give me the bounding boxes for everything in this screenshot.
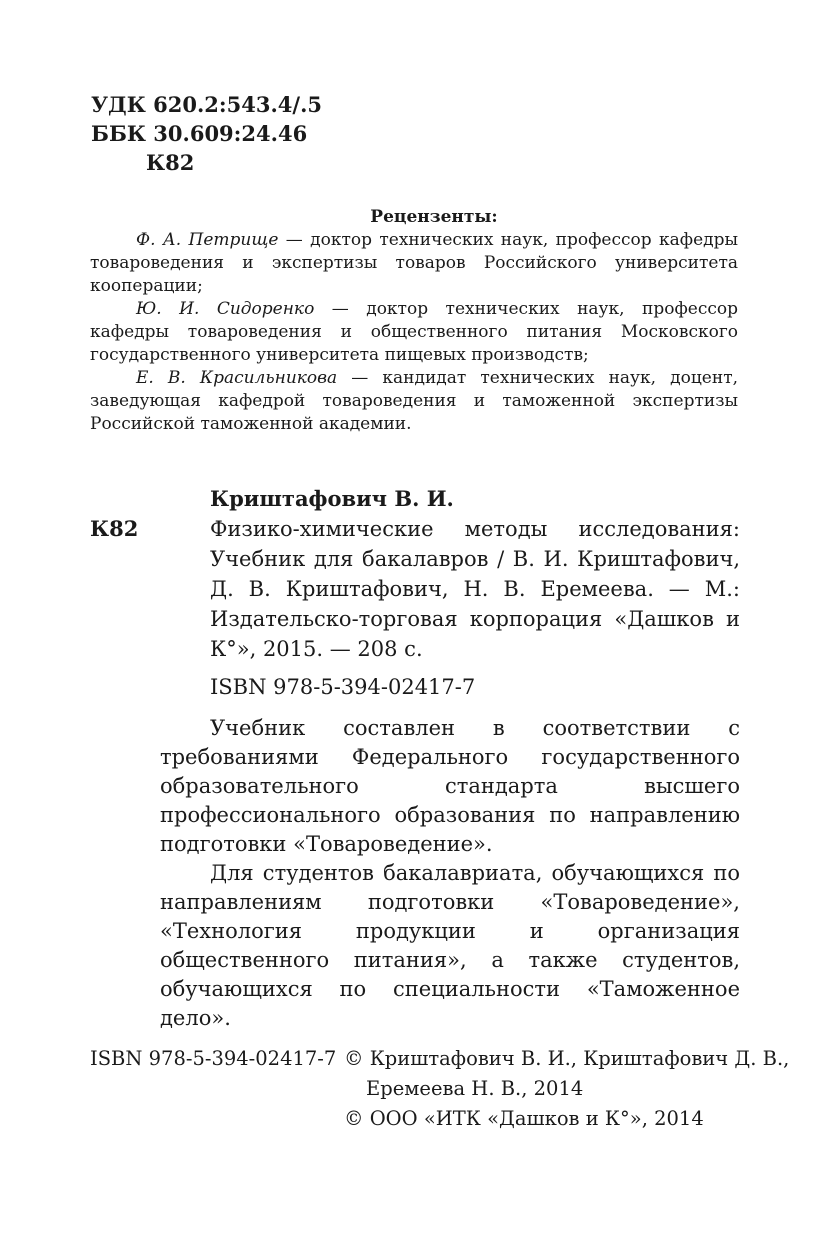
reviewer-description: — доктор технических наук, профессор кафедры товароведения и общественного питания Московского государственного университета пищевых производств; xyxy=(90,299,738,365)
copyright-publisher: © ООО «ИТК «Дашков и К°», 2014 xyxy=(344,1107,704,1130)
annotation xyxy=(160,714,740,1033)
copyright-footer xyxy=(90,1044,790,1134)
bbk-code: ББК 30.609:24.46 xyxy=(91,121,308,146)
annotation-paragraph: Учебник составлен в соответствии с требованиями Федерального государственного образовательного стандарта высшего профессионального образования по направлению подготовки «Товароведение». xyxy=(160,716,740,856)
copyright-authors-cont: Еремеева Н. В., 2014 xyxy=(366,1077,584,1100)
record-isbn: ISBN 978-5-394-02417-7 xyxy=(210,675,476,699)
bibliographic-record xyxy=(90,484,740,1033)
annotation-paragraph: Для студентов бакалавриата, обучающихся по направлениям подготовки «Товароведение», «Технология продукции и организация общественного питания», а также студентов, обучающихся по специальности «Таможенное дело». xyxy=(160,861,740,1030)
record-row xyxy=(90,514,740,664)
reviewer-entry xyxy=(90,229,738,298)
footer-isbn: ISBN 978-5-394-02417-7 xyxy=(90,1047,337,1070)
reviewer-description: — кандидат технических наук, доцент, заведующая кафедрой товароведения и таможенной экспертизы Российской таможенной академии. xyxy=(90,368,738,434)
reviewer-entry xyxy=(90,367,738,436)
reviewer-name: Ю. И. Сидоренко xyxy=(136,299,315,319)
classification-block xyxy=(91,90,322,177)
reviewer-entry xyxy=(90,298,738,367)
reviewer-description: — доктор технических наук, профессор кафедры товароведения и экспертизы товаров Российского университета кооперации; xyxy=(90,230,739,296)
reviewer-name: Ф. А. Петрище xyxy=(136,230,279,250)
author-mark: К82 xyxy=(146,150,195,175)
reviewers-heading: Рецензенты: xyxy=(370,207,498,227)
reviewers-block xyxy=(90,206,738,436)
record-code: К82 xyxy=(90,516,139,541)
record-description: Физико-химические методы исследования: Учебник для бакалавров / В. И. Криштафович, Д. В. Криштафович, Н. В. Еремеева. — М.: Издательско-торговая корпорация «Дашков и К°», 2015. — 208 с. xyxy=(210,517,740,661)
reviewer-name: Е. В. Красильникова xyxy=(136,368,338,388)
copyright-authors: © Криштафович В. И., Криштафович Д. В., xyxy=(344,1047,790,1070)
record-author: Криштафович В. И. xyxy=(210,486,454,511)
udk-code: УДК 620.2:543.4/.5 xyxy=(91,92,322,117)
copyright-notice xyxy=(344,1044,789,1134)
